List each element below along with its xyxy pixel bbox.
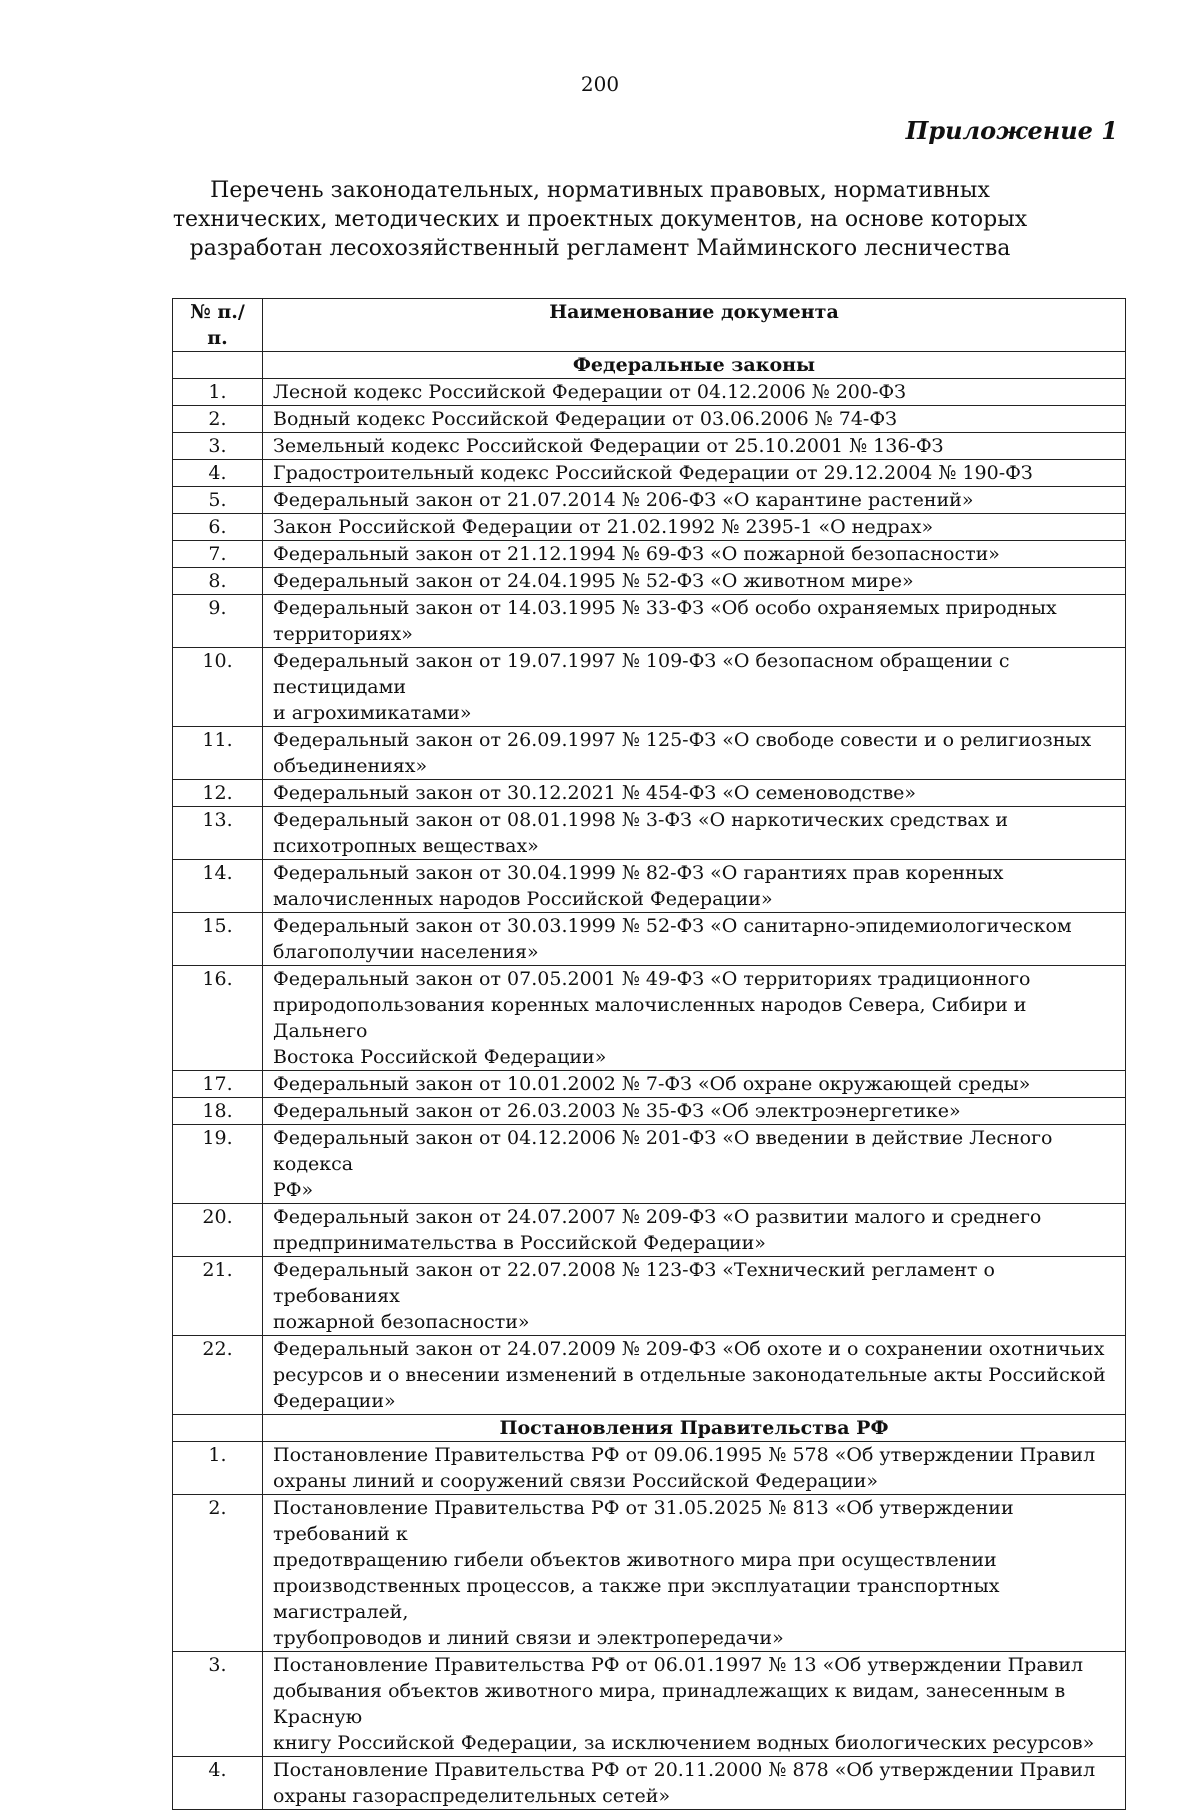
document-name-line: Федеральный закон от 08.01.1998 № 3-ФЗ «О наркотических средствах и [273,809,1009,831]
document-name-line: Постановление Правительства РФ от 06.01.1997 № 13 «Об утверждении Правил [273,1654,1084,1676]
document-name-line: Федеральный закон от 21.07.2014 № 206-ФЗ «О карантине растений» [273,489,974,511]
row-number: 20. [173,1204,263,1257]
document-name-line: объединениях» [273,755,428,777]
document-name-line: пожарной безопасности» [273,1311,530,1333]
document-name [263,541,1126,568]
document-title-line: Перечень законодательных, нормативных правовых, нормативных [210,178,990,203]
row-number: 6. [173,514,263,541]
section-number-cell [173,352,263,379]
document-name-line: предотвращению гибели объектов животного мира при осуществлении [273,1549,997,1571]
document-title-line: разработан лесохозяйственный регламент Майминского лесничества [189,236,1011,261]
table-row [173,860,1126,913]
table-row [173,1098,1126,1125]
table-row [173,1257,1126,1336]
document-name-line: Постановление Правительства РФ от 09.06.1995 № 578 «Об утверждении Правил [273,1444,1096,1466]
table-row [173,379,1126,406]
document-name-line: Федеральный закон от 14.03.1995 № 33-ФЗ «Об особо охраняемых природных [273,597,1057,619]
documents-table-body [173,352,1126,1810]
table-row [173,1204,1126,1257]
document-name-line: производственных процессов, а также при эксплуатации транспортных магистралей, [273,1575,1000,1623]
table-row [173,966,1126,1071]
section-header-row [173,1415,1126,1442]
document-name-line: Земельный кодекс Российской Федерации от 25.10.2001 № 136-ФЗ [273,435,944,457]
document-name-line: предпринимательства в Российской Федерации» [273,1232,766,1254]
page-number: 200 [580,72,620,96]
row-number: 18. [173,1098,263,1125]
document-name-line: Федеральный закон от 26.09.1997 № 125-ФЗ «О свободе совести и о религиозных [273,729,1092,751]
row-number: 21. [173,1257,263,1336]
document-name-line: Федеральный закон от 26.03.2003 № 35-ФЗ «Об электроэнергетике» [273,1100,961,1122]
document-title [0,176,1200,263]
table-row [173,568,1126,595]
document-name-line: добывания объектов животного мира, принадлежащих к видам, занесенным в Красную [273,1680,1066,1728]
table-row [173,460,1126,487]
row-number: 15. [173,913,263,966]
document-name [263,780,1126,807]
table-row [173,1652,1126,1757]
table-row [173,913,1126,966]
document-name [263,1442,1126,1495]
document-name-line: трубопроводов и линий связи и электропередачи» [273,1627,784,1649]
row-number: 4. [173,1757,263,1810]
row-number: 5. [173,487,263,514]
document-name [263,1336,1126,1415]
documents-table [172,298,1126,1810]
table-row [173,780,1126,807]
row-number: 2. [173,1495,263,1652]
table-row [173,1336,1126,1415]
document-name [263,913,1126,966]
document-name-line: РФ» [273,1179,314,1201]
section-title: Постановления Правительства РФ [263,1415,1126,1442]
table-row [173,727,1126,780]
document-name-line: Постановление Правительства РФ от 20.11.2000 № 878 «Об утверждении Правил [273,1759,1096,1781]
document-name-line: книгу Российской Федерации, за исключением водных биологических ресурсов» [273,1732,1095,1754]
table-row [173,487,1126,514]
section-number-cell [173,1415,263,1442]
document-name [263,379,1126,406]
document-name-line: ресурсов и о внесении изменений в отдельные законодательные акты Российской [273,1364,1106,1386]
document-name [263,860,1126,913]
document-name [263,1495,1126,1652]
column-header-number: № п./п. [173,299,263,352]
document-name-line: Федеральный закон от 30.04.1999 № 82-ФЗ «О гарантиях прав коренных [273,862,1004,884]
document-name-line: охраны линий и сооружений связи Российской Федерации» [273,1470,879,1492]
row-number: 3. [173,1652,263,1757]
column-header-name: Наименование документа [263,299,1126,352]
row-number: 10. [173,648,263,727]
row-number: 19. [173,1125,263,1204]
row-number: 14. [173,860,263,913]
table-row [173,648,1126,727]
document-name-line: природопользования коренных малочисленных народов Севера, Сибири и Дальнего [273,994,1027,1042]
table-row [173,1442,1126,1495]
document-name-line: Постановление Правительства РФ от 31.05.2025 № 813 «Об утверждении требований к [273,1497,1014,1545]
row-number: 9. [173,595,263,648]
document-name-line: благополучии населения» [273,941,539,963]
document-name [263,1652,1126,1757]
document-name-line: Федеральный закон от 21.12.1994 № 69-ФЗ «О пожарной безопасности» [273,543,1000,565]
document-name [263,727,1126,780]
table-row [173,807,1126,860]
document-name-line: малочисленных народов Российской Федерации» [273,888,773,910]
document-name [263,966,1126,1071]
document-name-line: Федерации» [273,1390,396,1412]
row-number: 1. [173,1442,263,1495]
table-row [173,1495,1126,1652]
document-name-line: Лесной кодекс Российской Федерации от 04.12.2006 № 200-ФЗ [273,381,907,403]
document-name-line: Федеральный закон от 24.07.2007 № 209-ФЗ «О развитии малого и среднего [273,1206,1042,1228]
table-row [173,541,1126,568]
document-name-line: Федеральный закон от 30.12.2021 № 454-ФЗ «О семеноводстве» [273,782,917,804]
document-name [263,648,1126,727]
document-name-line: Водный кодекс Российской Федерации от 03.06.2006 № 74-ФЗ [273,408,897,430]
row-number: 2. [173,406,263,433]
document-name [263,1098,1126,1125]
section-title: Федеральные законы [263,352,1126,379]
document-name-line: Федеральный закон от 24.04.1995 № 52-ФЗ «О животном мире» [273,570,914,592]
row-number: 16. [173,966,263,1071]
document-name-line: Закон Российской Федерации от 21.02.1992 № 2395-1 «О недрах» [273,516,934,538]
row-number: 17. [173,1071,263,1098]
row-number: 13. [173,807,263,860]
document-name [263,406,1126,433]
document-name-line: и агрохимикатами» [273,702,472,724]
document-name-line: Федеральный закон от 04.12.2006 № 201-ФЗ «О введении в действие Лесного кодекса [273,1127,1053,1175]
table-header-row [173,299,1126,352]
document-name-line: Федеральный закон от 30.03.1999 № 52-ФЗ «О санитарно-эпидемиологическом [273,915,1072,937]
row-number: 8. [173,568,263,595]
document-name-line: психотропных веществах» [273,835,539,857]
row-number: 1. [173,379,263,406]
document-name [263,1257,1126,1336]
row-number: 22. [173,1336,263,1415]
document-name-line: Востока Российской Федерации» [273,1046,607,1068]
document-name [263,433,1126,460]
table-row [173,1071,1126,1098]
row-number: 11. [173,727,263,780]
row-number: 7. [173,541,263,568]
table-row [173,595,1126,648]
document-name-line: охраны газораспределительных сетей» [273,1785,671,1807]
document-name [263,514,1126,541]
document-name-line: территориях» [273,623,413,645]
document-name-line: Федеральный закон от 07.05.2001 № 49-ФЗ «О территориях традиционного [273,968,1031,990]
document-name [263,1071,1126,1098]
table-row [173,1125,1126,1204]
document-name-line: Федеральный закон от 19.07.1997 № 109-ФЗ «О безопасном обращении с пестицидами [273,650,1010,698]
document-title-line: технических, методических и проектных документов, на основе которых [172,207,1028,232]
document-name [263,487,1126,514]
table-row [173,406,1126,433]
row-number: 12. [173,780,263,807]
document-name-line: Градостроительный кодекс Российской Федерации от 29.12.2004 № 190-ФЗ [273,462,1033,484]
document-name-line: Федеральный закон от 10.01.2002 № 7-ФЗ «Об охране окружающей среды» [273,1073,1031,1095]
section-header-row [173,352,1126,379]
row-number: 4. [173,460,263,487]
document-name-line: Федеральный закон от 24.07.2009 № 209-ФЗ «Об охоте и о сохранении охотничьих [273,1338,1105,1360]
table-row [173,514,1126,541]
document-name [263,1757,1126,1810]
document-name [263,807,1126,860]
table-row [173,433,1126,460]
document-name [263,568,1126,595]
document-name [263,595,1126,648]
row-number: 3. [173,433,263,460]
document-name [263,1125,1126,1204]
table-row [173,1757,1126,1810]
appendix-label: Приложение 1 [905,116,1118,145]
document-name [263,460,1126,487]
document-name [263,1204,1126,1257]
document-name-line: Федеральный закон от 22.07.2008 № 123-ФЗ «Технический регламент о требованиях [273,1259,995,1307]
